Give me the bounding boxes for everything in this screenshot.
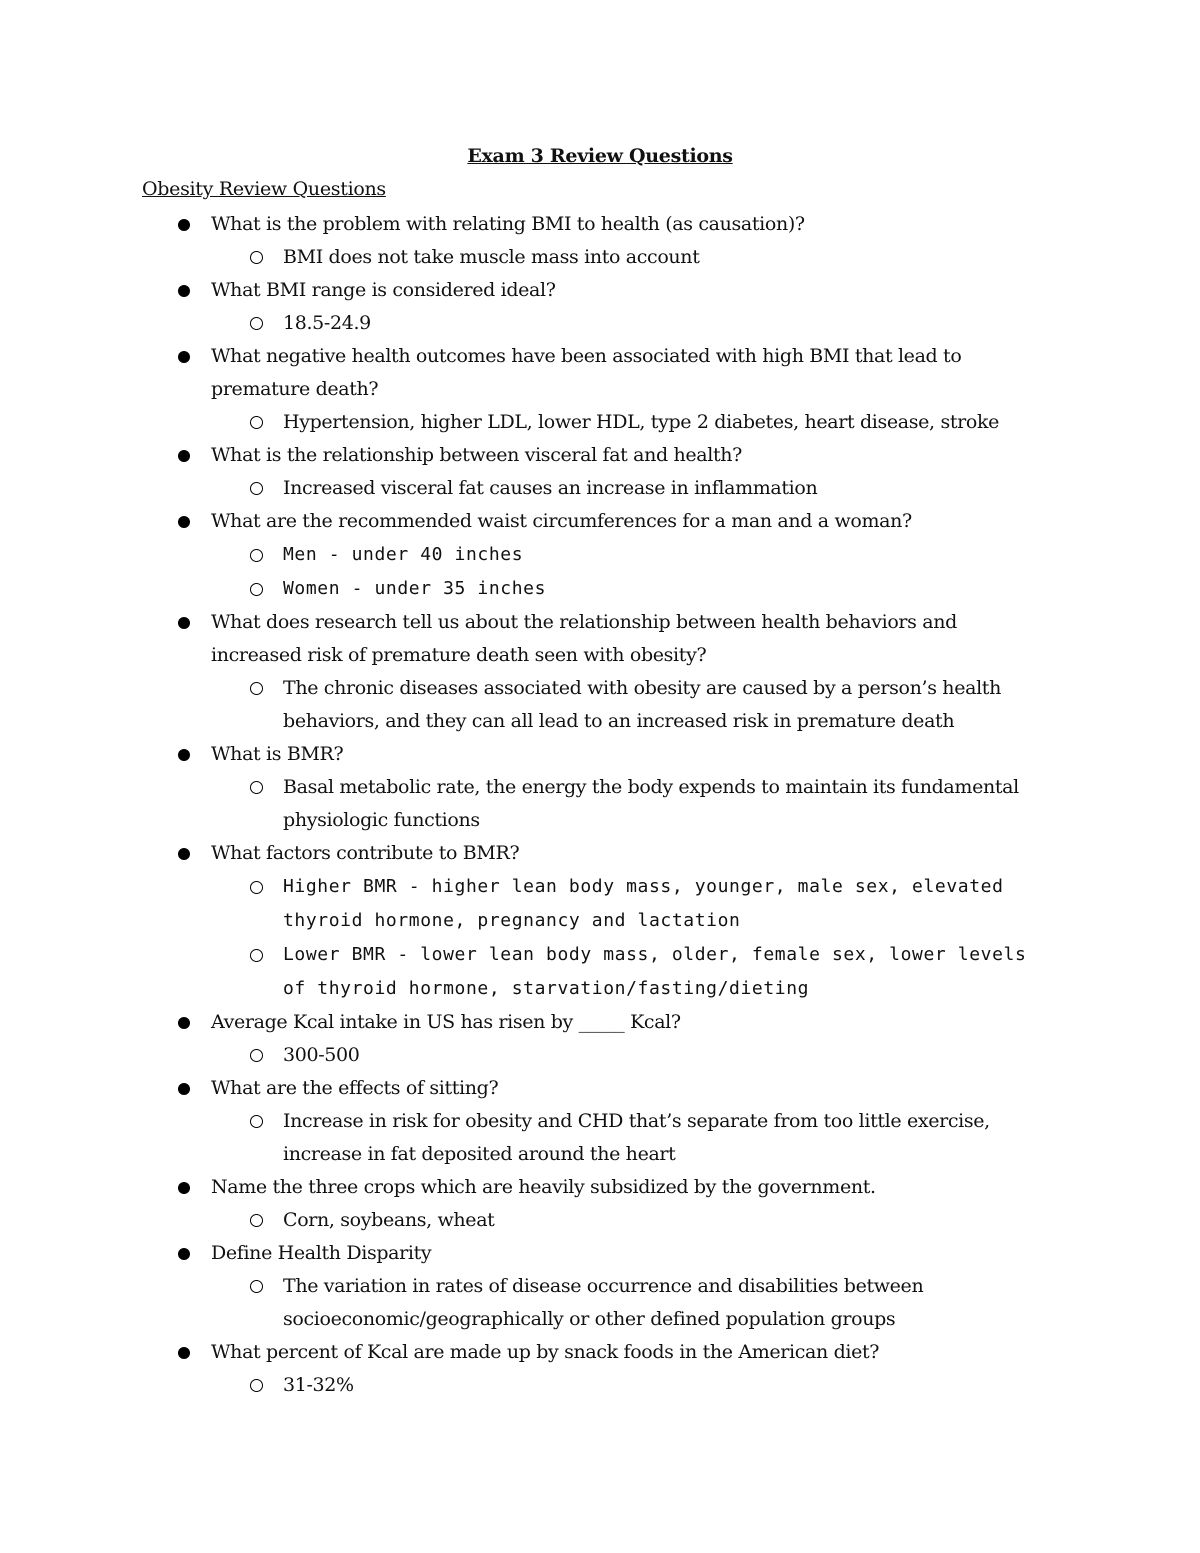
hollow-bullet-icon bbox=[250, 482, 263, 495]
question-item: What are the effects of sitting? bbox=[0, 1072, 1031, 1105]
question-item: What factors contribute to BMR? bbox=[0, 837, 1031, 870]
answer-item: BMI does not take muscle mass into account bbox=[0, 241, 1043, 274]
filled-bullet-icon bbox=[178, 516, 190, 528]
question-item: What does research tell us about the relationship between health behaviors and increased risk of premature death seen with obesity? bbox=[0, 606, 1031, 672]
question-item: What negative health outcomes have been associated with high BMI that lead to premature death? bbox=[0, 340, 1031, 406]
section-heading: Obesity Review Questions bbox=[142, 178, 386, 200]
question-item: Average Kcal intake in US has risen by _____ Kcal? bbox=[0, 1006, 1031, 1039]
question-item: What is BMR? bbox=[0, 738, 1031, 771]
answer-item: 31-32% bbox=[0, 1369, 1043, 1402]
filled-bullet-icon bbox=[178, 285, 190, 297]
filled-bullet-icon bbox=[178, 1017, 190, 1029]
hollow-bullet-icon bbox=[250, 416, 263, 429]
hollow-bullet-icon bbox=[250, 549, 263, 562]
answer-item: The variation in rates of disease occurrence and disabilities between socioeconomic/geographically or other defined population groups bbox=[0, 1270, 1043, 1336]
filled-bullet-icon bbox=[178, 1083, 190, 1095]
hollow-bullet-icon bbox=[250, 781, 263, 794]
question-item: What is the problem with relating BMI to health (as causation)? bbox=[0, 208, 1031, 241]
filled-bullet-icon bbox=[178, 450, 190, 462]
answer-item: The chronic diseases associated with obesity are caused by a person’s health behaviors, and they can all lead to an increased risk in premature death bbox=[0, 672, 1043, 738]
filled-bullet-icon bbox=[178, 1347, 190, 1359]
question-item: Name the three crops which are heavily subsidized by the government. bbox=[0, 1171, 1031, 1204]
hollow-bullet-icon bbox=[250, 583, 263, 596]
answer-item: Basal metabolic rate, the energy the body expends to maintain its fundamental physiologic functions bbox=[0, 771, 1043, 837]
hollow-bullet-icon bbox=[250, 251, 263, 264]
hollow-bullet-icon bbox=[250, 1280, 263, 1293]
answer-item: Men - under 40 inches bbox=[0, 538, 1043, 572]
filled-bullet-icon bbox=[178, 617, 190, 629]
question-item: What are the recommended waist circumferences for a man and a woman? bbox=[0, 505, 1031, 538]
question-item: What percent of Kcal are made up by snack foods in the American diet? bbox=[0, 1336, 1031, 1369]
question-item: What is the relationship between visceral fat and health? bbox=[0, 439, 1031, 472]
filled-bullet-icon bbox=[178, 1248, 190, 1260]
hollow-bullet-icon bbox=[250, 1049, 263, 1062]
filled-bullet-icon bbox=[178, 848, 190, 860]
question-list bbox=[0, 208, 1200, 1402]
answer-item: Hypertension, higher LDL, lower HDL, type 2 diabetes, heart disease, stroke bbox=[0, 406, 1043, 439]
answer-item: Increase in risk for obesity and CHD that’s separate from too little exercise, increase in fat deposited around the heart bbox=[0, 1105, 1043, 1171]
filled-bullet-icon bbox=[178, 1182, 190, 1194]
answer-item: Lower BMR - lower lean body mass, older, female sex, lower levels of thyroid hormone, starvation/fasting/dieting bbox=[0, 938, 1043, 1006]
filled-bullet-icon bbox=[178, 749, 190, 761]
hollow-bullet-icon bbox=[250, 682, 263, 695]
document-title: Exam 3 Review Questions bbox=[467, 145, 733, 167]
question-item: What BMI range is considered ideal? bbox=[0, 274, 1031, 307]
hollow-bullet-icon bbox=[250, 1214, 263, 1227]
hollow-bullet-icon bbox=[250, 1115, 263, 1128]
filled-bullet-icon bbox=[178, 351, 190, 363]
answer-item: 300-500 bbox=[0, 1039, 1043, 1072]
answer-item: Corn, soybeans, wheat bbox=[0, 1204, 1043, 1237]
answer-item: Women - under 35 inches bbox=[0, 572, 1043, 606]
answer-item: 18.5-24.9 bbox=[0, 307, 1043, 340]
hollow-bullet-icon bbox=[250, 1379, 263, 1392]
hollow-bullet-icon bbox=[250, 317, 263, 330]
question-item: Define Health Disparity bbox=[0, 1237, 1031, 1270]
hollow-bullet-icon bbox=[250, 949, 263, 962]
answer-item: Higher BMR - higher lean body mass, younger, male sex, elevated thyroid hormone, pregnancy and lactation bbox=[0, 870, 1043, 938]
filled-bullet-icon bbox=[178, 219, 190, 231]
hollow-bullet-icon bbox=[250, 881, 263, 894]
answer-item: Increased visceral fat causes an increase in inflammation bbox=[0, 472, 1043, 505]
